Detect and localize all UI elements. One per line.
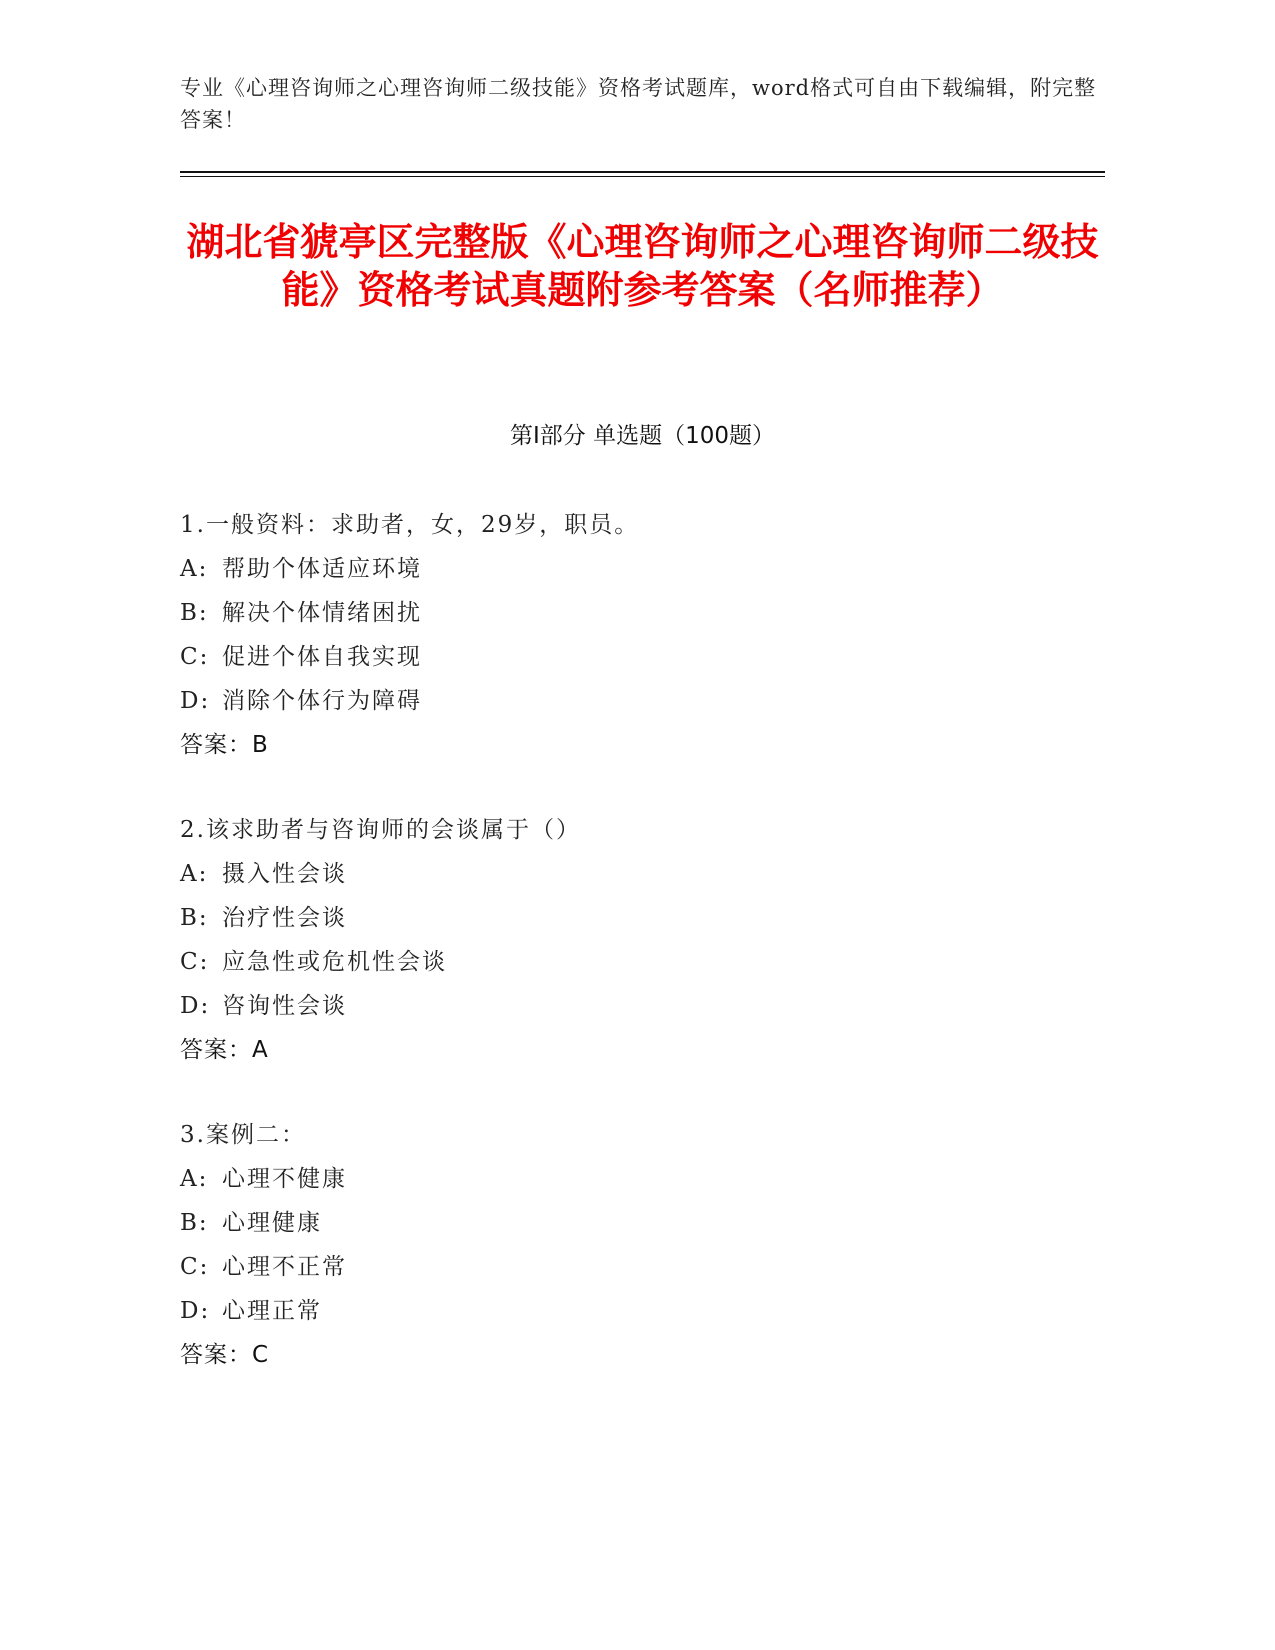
option-text: 治疗性会谈 [222,905,347,931]
header-note: 专业《心理咨询师之心理咨询师二级技能》资格考试题库，word格式可自由下载编辑，附完整答案！ [180,76,1097,132]
option-letter: B: [180,600,209,626]
section-heading: 第Ⅰ部分 单选题（100题） [510,423,775,449]
option-letter: A: [180,556,209,582]
option-letter: A: [180,1166,209,1192]
option-letter: D: [180,993,211,1019]
option-text: 摄入性会谈 [222,861,347,887]
document-title: 湖北省猇亭区完整版《心理咨询师之心理咨询师二级技能》资格考试真题附参考答案（名师推荐） [186,220,1099,312]
option-text: 消除个体行为障碍 [222,688,422,714]
question-stem: 2.该求助者与咨询师的会谈属于（） [180,817,581,843]
question-stem: 1.一般资料：求助者，女，29岁，职员。 [180,512,640,538]
option-a [180,547,1080,591]
option-letter: D: [180,688,211,714]
option-b [180,591,1080,635]
question-3 [180,1113,1080,1377]
header-divider-thin [180,176,1105,177]
option-text: 促进个体自我实现 [222,644,422,670]
option-a [180,1157,1080,1201]
option-text: 心理健康 [222,1210,322,1236]
question-stem: 3.案例二： [180,1122,306,1148]
option-letter: C: [180,949,210,975]
option-letter: A: [180,861,209,887]
option-letter: D: [180,1298,211,1324]
option-letter: C: [180,1254,210,1280]
option-d [180,984,1080,1028]
option-c [180,1245,1080,1289]
option-b [180,1201,1080,1245]
question-2 [180,808,1080,1072]
option-a [180,852,1080,896]
option-text: 咨询性会谈 [222,993,347,1019]
option-letter: C: [180,644,210,670]
option-text: 应急性或危机性会谈 [222,949,447,975]
option-text: 解决个体情绪困扰 [222,600,422,626]
option-text: 帮助个体适应环境 [222,556,422,582]
answer-line: 答案：A [180,1037,269,1063]
option-letter: B: [180,905,209,931]
option-c [180,940,1080,984]
option-letter: B: [180,1210,209,1236]
option-c [180,635,1080,679]
header-divider-thick [180,171,1105,173]
question-1 [180,503,1080,767]
option-text: 心理不正常 [222,1254,347,1280]
option-text: 心理正常 [222,1298,322,1324]
option-d [180,1289,1080,1333]
option-b [180,896,1080,940]
answer-line: 答案：C [180,1342,270,1368]
answer-line: 答案：B [180,732,269,758]
option-text: 心理不健康 [222,1166,347,1192]
option-d [180,679,1080,723]
